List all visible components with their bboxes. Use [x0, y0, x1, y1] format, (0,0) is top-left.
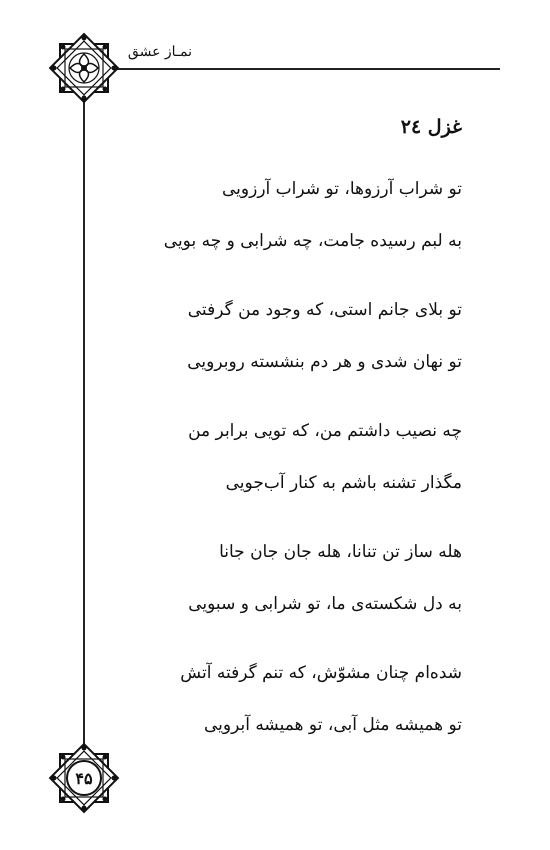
stanza	[122, 297, 462, 375]
verse: چه نصیب داشتم من، که تویی برابر من	[188, 421, 462, 441]
verse: به لبم رسیده جامت، چه شرابی و چه بویی	[163, 231, 462, 251]
page-number: ۴۵	[75, 768, 93, 788]
margin-rule	[83, 96, 85, 744]
ghazal-title: غزل ٢٤	[400, 116, 462, 138]
stanza	[122, 660, 462, 738]
book-title: نمـاز عشق	[127, 44, 192, 60]
stanza	[122, 539, 462, 617]
verse: تو نهان شدی و هر دم بنشسته روبرویی	[187, 352, 462, 372]
verse: شده‌ام چنان مشوّش، که تنم گرفته آتش	[180, 663, 462, 683]
verse: تو شراب آرزوها، تو شراب آرزویی	[222, 179, 462, 199]
verse: مگذار تشنه باشم به کنار آب‌جویی	[225, 473, 462, 493]
poem	[122, 176, 462, 781]
stanza	[122, 176, 462, 254]
verse: هله ساز تن تنانا، هله جان جان جانا	[219, 542, 462, 562]
verse: تو بلای جانم استی، که وجود من گرفتی	[187, 300, 462, 320]
verse: تو همیشه مثل آبی، تو همیشه آبرویی	[203, 715, 462, 735]
stanza	[122, 418, 462, 496]
header-rule	[110, 68, 500, 70]
verse: به دل شکسته‌ی ما، تو شرابی و سبویی	[188, 594, 462, 614]
top-ornament-icon	[44, 28, 124, 108]
